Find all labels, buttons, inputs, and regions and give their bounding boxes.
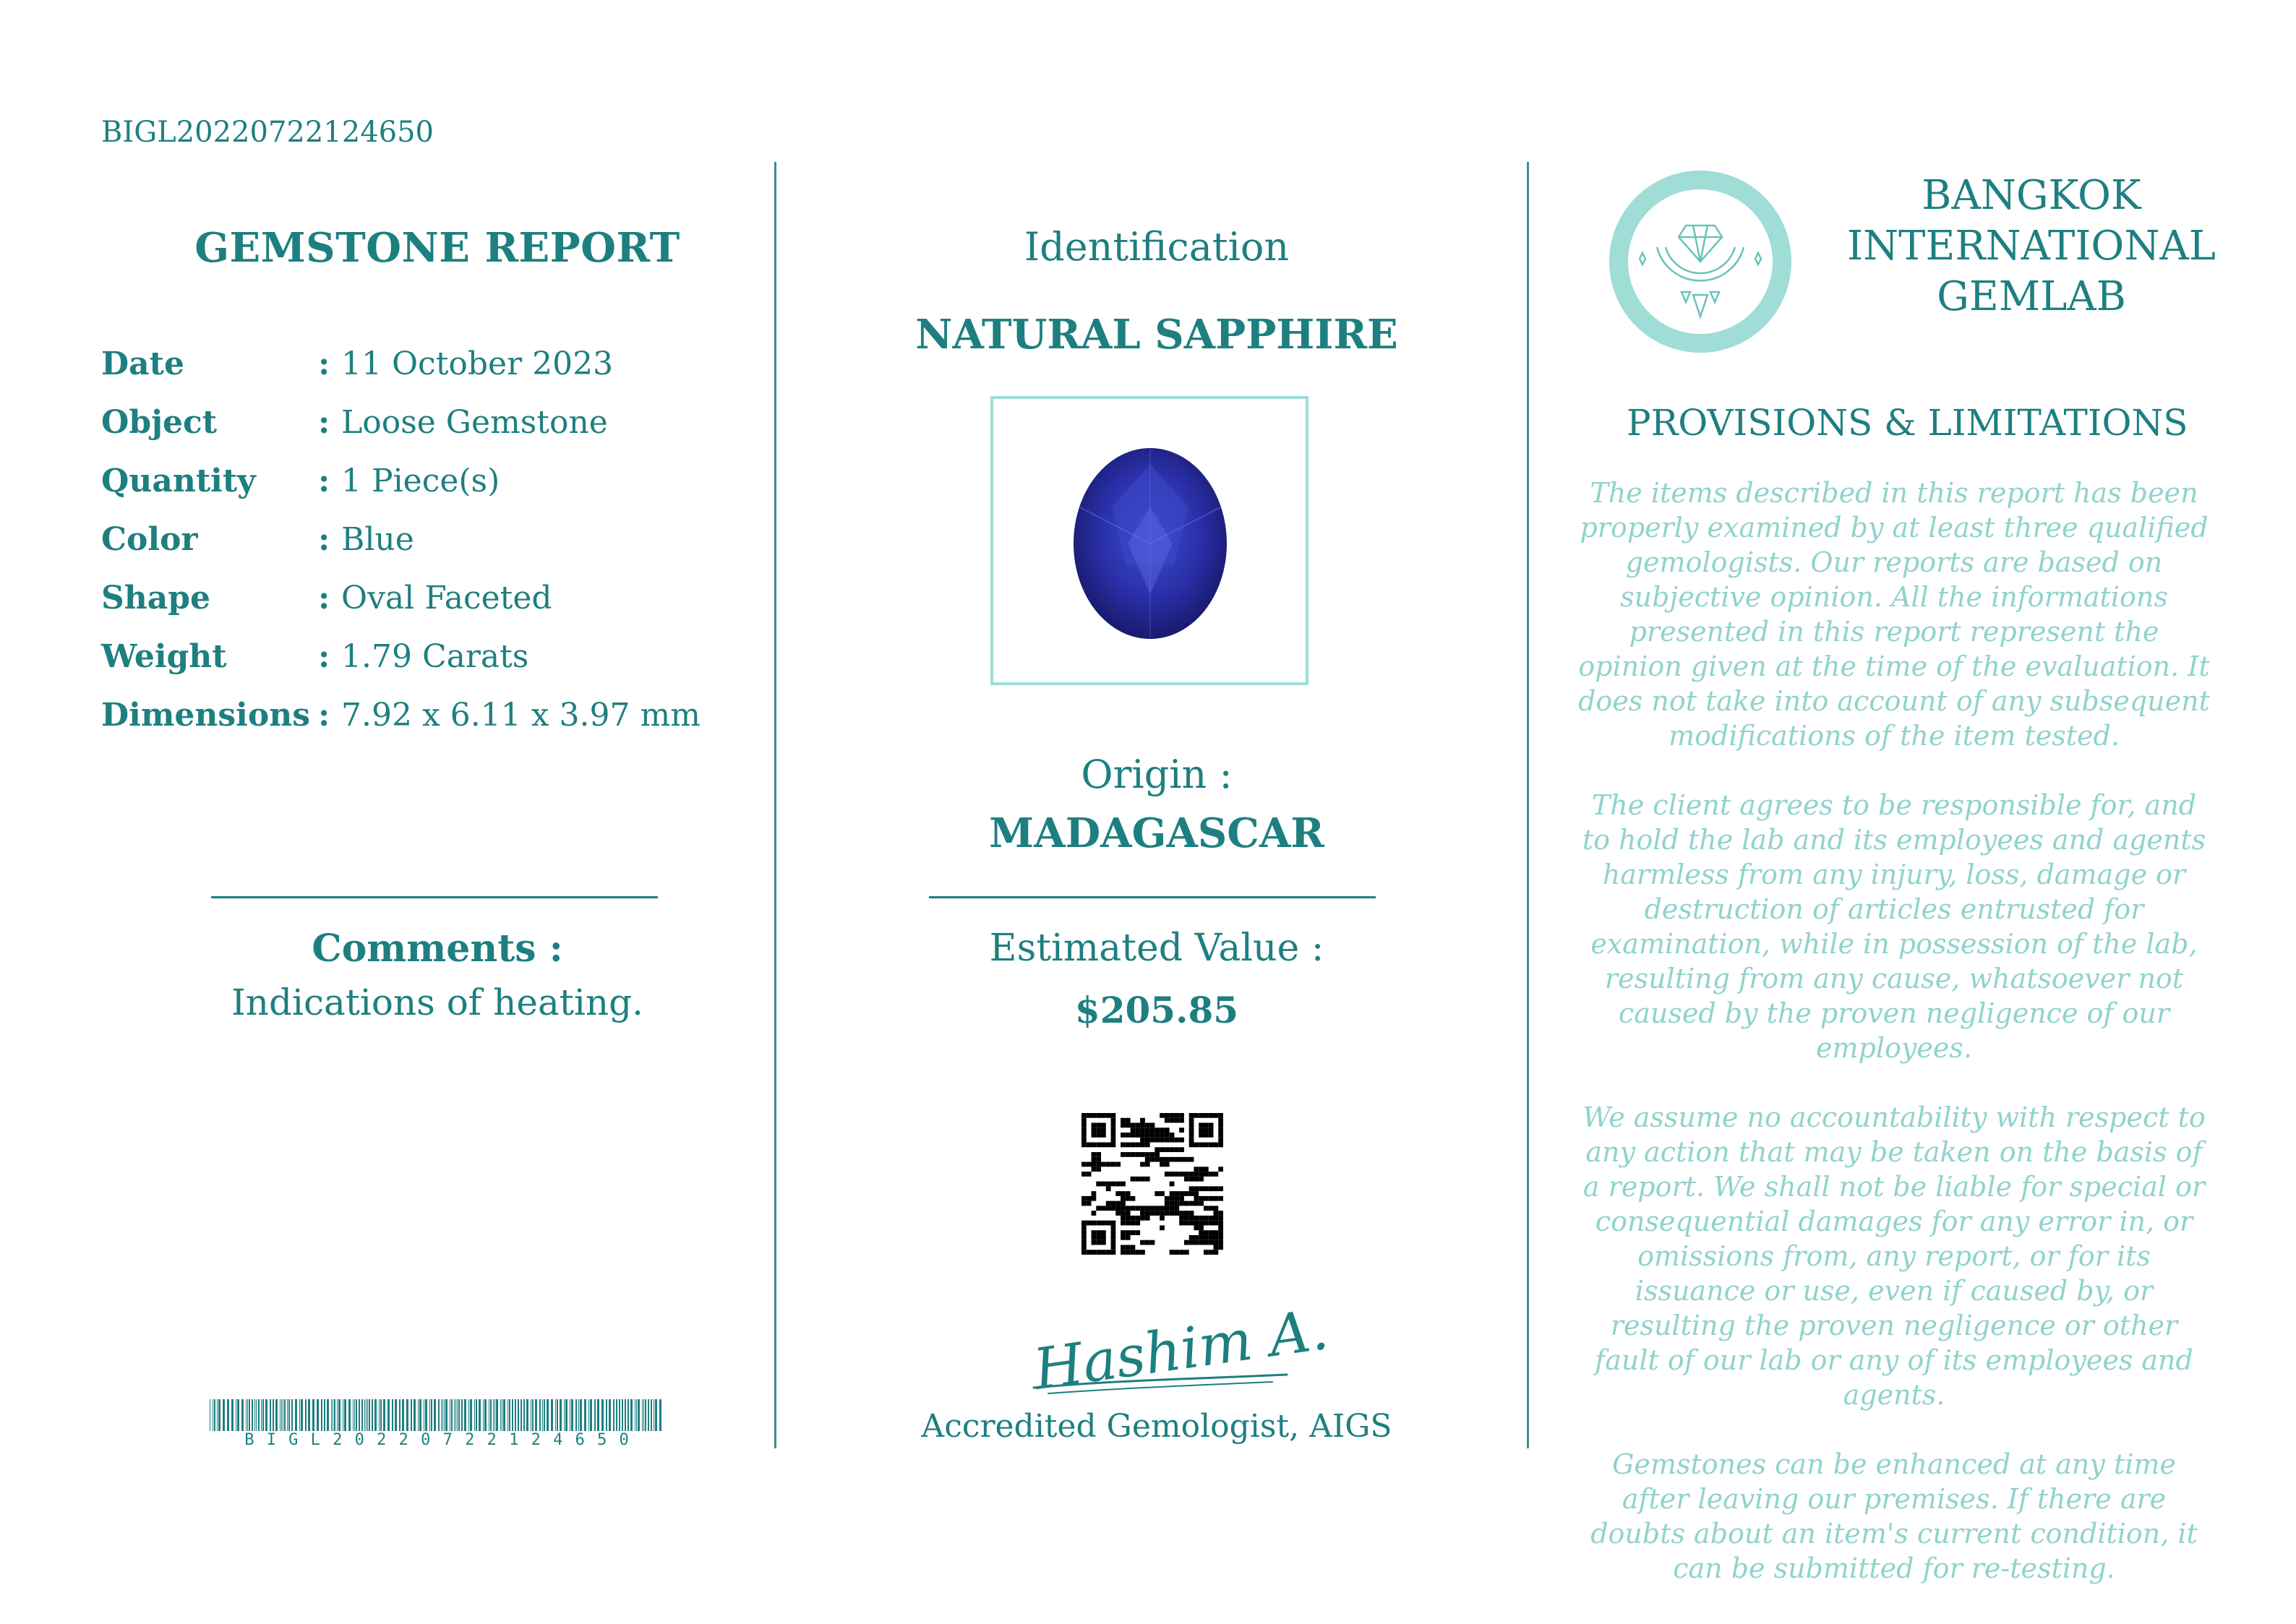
barcode — [210, 1399, 665, 1431]
detail-separator: : — [318, 580, 330, 616]
detail-separator: : — [318, 463, 330, 499]
gemstone-photo-frame — [990, 396, 1308, 685]
lab-seal-logo — [1606, 168, 1794, 356]
report-id: BIGL20220722124650 — [101, 116, 434, 149]
detail-value: 1 Piece(s) — [341, 463, 500, 499]
detail-value: Loose Gemstone — [341, 404, 608, 441]
detail-separator: : — [318, 404, 330, 441]
signature-image — [1005, 1294, 1332, 1403]
lab-name-line: INTERNATIONAL — [1847, 223, 2216, 270]
detail-label: Quantity — [101, 463, 256, 499]
detail-label: Color — [101, 521, 198, 558]
lab-name-line: GEMLAB — [1937, 273, 2126, 320]
comments-divider — [211, 896, 658, 898]
origin-label: Origin : — [1081, 752, 1233, 797]
estimated-value-amount: $205.85 — [1074, 989, 1239, 1031]
barcode-text: B I G L 2 0 2 2 0 7 2 2 1 2 4 6 5 0 — [244, 1431, 630, 1449]
provisions-paragraph: Gemstones can be enhanced at any time after leaving our premises. If there are doubts about an item's current condition, it can be submitted for re-testing. — [1590, 1448, 2198, 1584]
detail-label: Object — [101, 404, 218, 441]
origin-value: MADAGASCAR — [989, 809, 1324, 857]
identification-value: NATURAL SAPPHIRE — [915, 311, 1398, 358]
detail-value: Blue — [341, 521, 414, 558]
detail-label: Dimensions — [101, 697, 311, 734]
comments-label: Comments : — [312, 927, 563, 971]
detail-label: Date — [101, 345, 184, 382]
column-divider-right — [1527, 162, 1529, 1448]
lab-name — [1829, 171, 2234, 322]
qr-code — [1081, 1113, 1223, 1255]
detail-separator: : — [318, 345, 330, 382]
detail-value: Oval Faceted — [341, 580, 552, 616]
comments-text: Indications of heating. — [231, 981, 643, 1023]
detail-label: Weight — [101, 638, 227, 675]
provisions-text — [1576, 476, 2212, 1620]
detail-separator: : — [318, 697, 330, 734]
signature-text: Hashim A. — [1029, 1297, 1332, 1403]
detail-value: 1.79 Carats — [341, 638, 529, 675]
identification-label: Identification — [1024, 224, 1290, 270]
report-title: GEMSTONE REPORT — [194, 224, 680, 272]
detail-separator: : — [318, 521, 330, 558]
detail-value: 11 October 2023 — [341, 345, 614, 382]
estimated-value-label: Estimated Value : — [989, 927, 1324, 970]
provisions-paragraph: The items described in this report has been properly examined by at least three qualified gemologists. Our reports are based on subjective opinion. All the informations presented in this report represent the opinion given at the time of the evaluation. It does not take into account of any subsequent modifications of the item tested. — [1578, 477, 2210, 752]
provisions-title: PROVISIONS & LIMITATIONS — [1627, 402, 2188, 444]
lab-name-line: BANGKOK — [1922, 172, 2141, 219]
signer-title: Accredited Gemologist, AIGS — [921, 1408, 1392, 1445]
value-divider — [929, 896, 1376, 898]
detail-label: Shape — [101, 580, 211, 616]
detail-value: 7.92 x 6.11 x 3.97 mm — [341, 697, 701, 734]
column-divider-left — [774, 162, 776, 1448]
sapphire-gem-image — [993, 399, 1306, 682]
provisions-paragraph: We assume no accountability with respect to any action that may be taken on the basis of a report. We shall not be liable for special or consequential damages for any error in, or omissions from, any report, or for its issuance or use, even if caused by, or resulting the proven negligence or other fault of our lab or any of its employees and agents. — [1582, 1101, 2206, 1411]
provisions-paragraph: The client agrees to be responsible for, and to hold the lab and its employees and agents harmless from any injury, loss, damage or destruction of articles entrusted for examination, while in possession of the lab, resulting from any cause, whatsoever not caused by the proven negligence of our employees. — [1582, 789, 2206, 1064]
detail-separator: : — [318, 638, 330, 675]
